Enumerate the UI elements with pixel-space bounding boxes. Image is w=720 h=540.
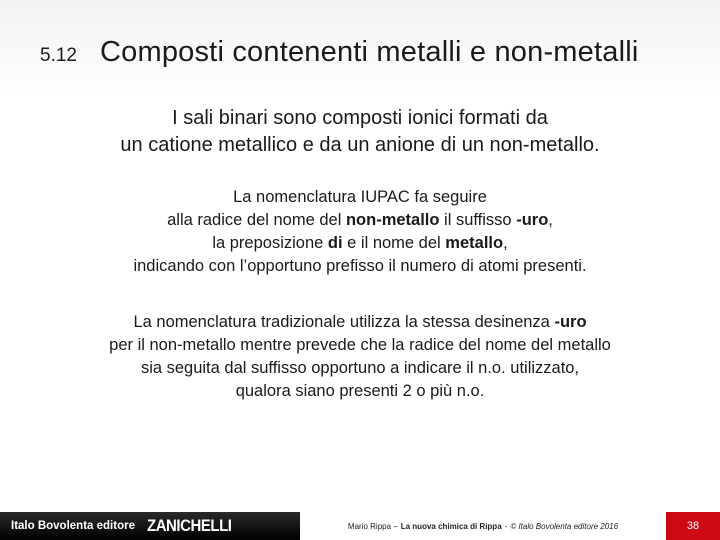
footer-credits: [300, 512, 666, 540]
publisher-bar: [0, 512, 300, 540]
text-run: la preposizione: [212, 234, 328, 252]
bold-term: -uro: [554, 313, 587, 331]
bold-term: -uro: [516, 211, 549, 229]
text-line: I sali binari sono composti ionici formati da: [172, 107, 548, 129]
slide-footer: [0, 512, 720, 540]
text-line: La nomenclatura IUPAC fa seguire: [233, 188, 487, 206]
text-run: il suffisso: [439, 211, 517, 229]
publisher-name: Italo Bovolenta editore: [11, 520, 135, 532]
copyright-text: © Italo Bovolenta editore 2016: [510, 521, 619, 531]
book-title: La nuova chimica di Rippa: [400, 521, 502, 531]
paragraph-binary-salts: [20, 105, 700, 159]
text-line: qualora siano presenti 2 o più n.o.: [235, 382, 485, 400]
text-line: indicando con l’opportuno prefisso il numero di atomi presenti.: [133, 257, 587, 275]
text-line: [20, 209, 700, 232]
section-number: 5.12: [40, 45, 77, 66]
page-number: 38: [666, 512, 720, 540]
slide-header: [40, 36, 700, 69]
text-line: [20, 311, 700, 334]
paragraph-iupac: [20, 186, 700, 278]
text-run: La nomenclatura tradizionale utilizza la stessa desinenza: [133, 313, 555, 331]
bold-term: metallo: [445, 234, 504, 252]
text-line: per il non-metallo mentre prevede che la radice del nome del metallo: [109, 336, 611, 354]
slide-title: Composti contenenti metalli e non-metalli: [100, 36, 639, 68]
text-line: [20, 232, 700, 255]
text-line: un catione metallico e da un anione di un non-metallo.: [120, 134, 600, 156]
text-run: ,: [548, 211, 553, 229]
bold-term: non-metallo: [345, 211, 440, 229]
text-run: alla radice del nome del: [167, 211, 346, 229]
separator: -: [504, 521, 508, 531]
author-name: Mario Rippa –: [347, 521, 398, 531]
bold-term: di: [327, 234, 343, 252]
text-line: sia seguita dal suffisso opportuno a indicare il n.o. utilizzato,: [140, 359, 580, 377]
text-run: e il nome del: [342, 234, 446, 252]
text-run: ,: [503, 234, 508, 252]
brand-logo: ZANICHELLI: [146, 516, 232, 535]
paragraph-traditional: [20, 311, 700, 403]
